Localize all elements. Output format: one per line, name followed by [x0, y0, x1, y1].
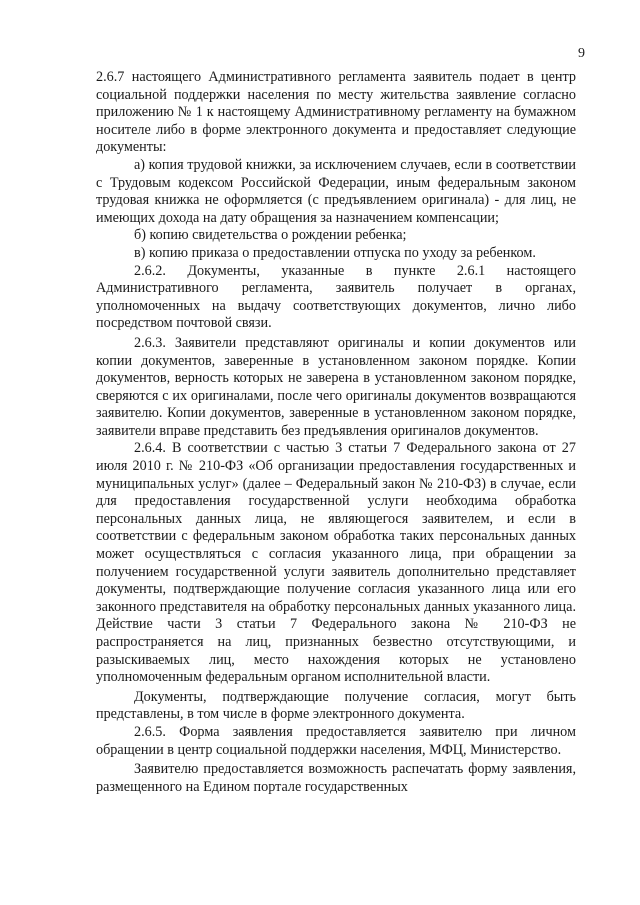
paragraph-item-a: а) копия трудовой книжки, за исключением случаев, если в соответствии с Трудовым кодексом Российской Федерации, иным федеральным законом трудовая книжка не оформляется (с предъявлением оригинала) - для лиц, не имеющих дохода на дату обращения за назначением компенсации; — [96, 156, 576, 226]
paragraph-item-b: б) копию свидетельства о рождении ребенка; — [134, 227, 407, 244]
paragraph-consent-documents: Документы, подтверждающие получение согласия, могут быть представлены, в том числе в форме электронного документа. — [96, 688, 576, 723]
paragraph-item-v: в) копию приказа о предоставлении отпуска по уходу за ребенком. — [134, 244, 536, 261]
document-body — [96, 69, 576, 796]
page-number: 9 — [578, 46, 585, 61]
paragraph-2-6-2: 2.6.2. Документы, указанные в пункте 2.6.1 настоящего Административного регламента, заявитель получает в органах, уполномоченных на выдачу соответствующих документов, лично либо посредством почтовой связи. — [96, 262, 576, 332]
paragraph-2-6-5: 2.6.5. Форма заявления предоставляется заявителю при личном обращении в центр социальной поддержки населения, МФЦ, Министерство. — [96, 723, 576, 758]
paragraph-2-6-3: 2.6.3. Заявители представляют оригиналы и копии документов или копии документов, заверенные в установленном законом порядке. Копии документов, верность которых не заверена в установленном законом порядке, сверяются с их оригиналами, после чего оригиналы документов возвращаются заявителю. Копии документов, заверенные в установленном законом порядке, заявители вправе представить без предъявления оригиналов документов. — [96, 334, 576, 439]
paragraph-intro: 2.6.7 настоящего Административного регламента заявитель подает в центр социальной поддержки населения по месту жительства заявление согласно приложению № 1 к настоящему Административному регламенту на бумажном носителе либо в форме электронного документа и предоставляет следующие документы: — [96, 69, 576, 156]
paragraph-print-form: Заявителю предоставляется возможность распечатать форму заявления, размещенного на Едином портале государственных — [96, 761, 576, 795]
paragraph-2-6-4: 2.6.4. В соответствии с частью 3 статьи 7 Федерального закона от 27 июля 2010 г. № 210-ФЗ «Об организации предоставления государственных и муниципальных услуг» (далее – Федеральный закон № 210-ФЗ) в случае, если для предоставления государственной услуги необходима обработка персональных данных лица, не являющегося заявителем, и если в соответствии с федеральным законом обработка таких персональных данных может осуществляться с согласия указанного лица, при обращении за получением государственной услуги заявитель дополнительно представляет документы, подтверждающие получение согласия указанного лица или его законного представителя на обработку персональных данных указанного лица. Действие части 3 статьи 7 Федерального закона № 210-ФЗ не распространяется на лиц, признанных безвестно отсутствующими, и разыскиваемых лиц, место нахождения которых не установлено уполномоченным федеральным органом исполнительной власти. — [96, 440, 576, 686]
